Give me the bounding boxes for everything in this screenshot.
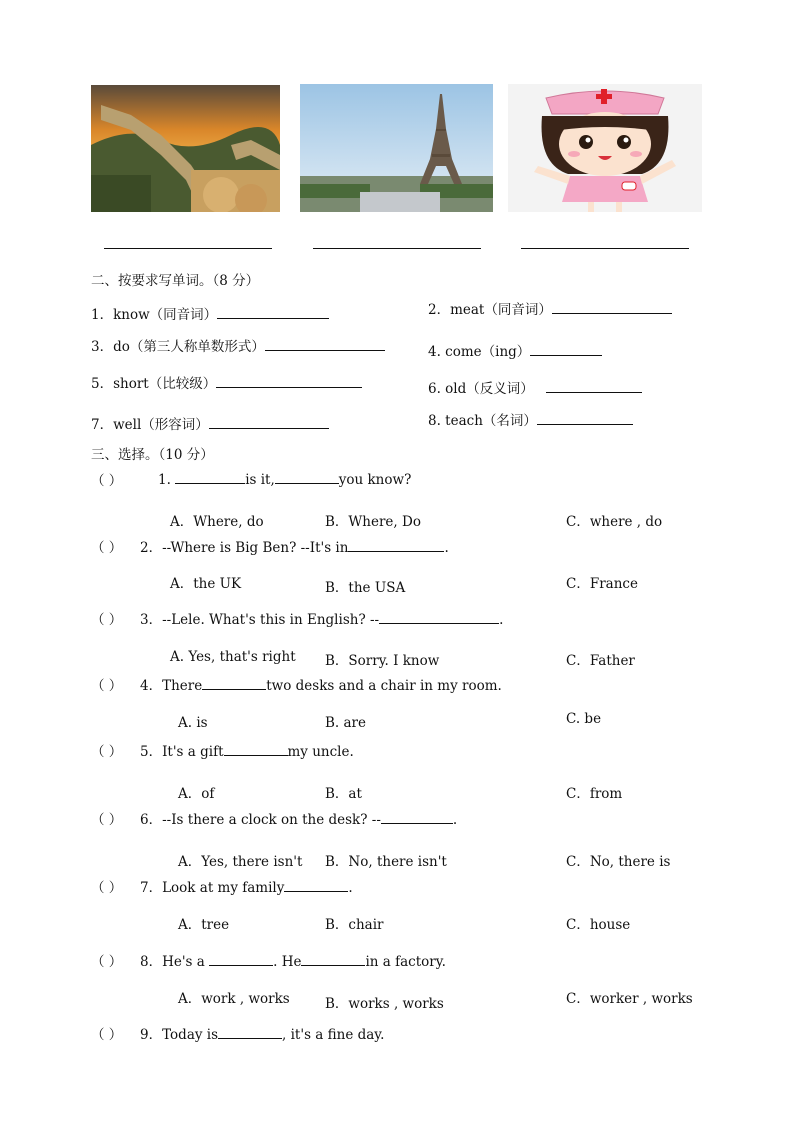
q9-stem bbox=[140, 1023, 384, 1043]
s2-item-4 bbox=[428, 340, 602, 360]
q7-blank[interactable] bbox=[284, 877, 348, 892]
q7-num: 7．Look at my family bbox=[140, 880, 285, 896]
s2-item-6-text: 6. old（反义词） bbox=[428, 381, 534, 397]
q8-num: 8．He's a bbox=[140, 954, 210, 970]
eiffel-tower-photo bbox=[300, 84, 493, 212]
q2-option-b[interactable]: B．the USA bbox=[325, 580, 406, 596]
q2-end: . bbox=[444, 540, 449, 556]
q7-end: . bbox=[348, 880, 353, 896]
s2-item-1 bbox=[91, 303, 329, 323]
s2-blank-6[interactable] bbox=[546, 378, 642, 393]
q4-stem bbox=[140, 674, 502, 694]
q8-text-b: . He bbox=[273, 954, 302, 970]
q5-option-b[interactable]: B．at bbox=[325, 786, 362, 802]
q5-paren[interactable]: （ ） bbox=[91, 744, 123, 760]
nurse-cartoon bbox=[508, 84, 702, 212]
q8-stem bbox=[140, 950, 446, 970]
s2-item-2 bbox=[428, 298, 672, 318]
q3-blank[interactable] bbox=[379, 609, 499, 624]
q8-blank-1[interactable] bbox=[209, 951, 273, 966]
s2-item-3 bbox=[91, 335, 385, 355]
q6-num: 6．--Is there a clock on the desk? -- bbox=[140, 812, 381, 828]
q4-option-a[interactable]: A. is bbox=[178, 715, 208, 731]
s2-item-8-text: 8. teach（名词） bbox=[428, 413, 537, 429]
q7-option-c[interactable]: C．house bbox=[566, 917, 631, 933]
q6-end: . bbox=[452, 812, 458, 828]
s2-blank-1[interactable] bbox=[217, 304, 329, 319]
q9-paren[interactable]: （ ） bbox=[91, 1027, 123, 1043]
s2-blank-2[interactable] bbox=[552, 299, 672, 314]
q9-text-b: , it's a fine day. bbox=[282, 1027, 385, 1043]
s2-blank-8[interactable] bbox=[537, 410, 633, 425]
q1-num: 1. bbox=[158, 472, 171, 488]
q5-stem bbox=[140, 740, 354, 760]
s2-item-2-text: 2．meat（同音词） bbox=[428, 302, 552, 318]
q6-blank[interactable] bbox=[381, 809, 453, 824]
q4-text-b: two desks and a chair in my room. bbox=[266, 678, 502, 694]
s2-blank-3[interactable] bbox=[265, 336, 385, 351]
q5-option-c[interactable]: C．from bbox=[566, 786, 623, 802]
q6-stem bbox=[140, 808, 457, 828]
answer-line-3[interactable] bbox=[521, 248, 689, 249]
q7-stem bbox=[140, 876, 353, 896]
s2-item-4-text: 4. come（ing） bbox=[428, 344, 531, 360]
q2-option-c[interactable]: C．France bbox=[566, 576, 638, 592]
s2-item-6 bbox=[428, 377, 642, 397]
q2-blank[interactable] bbox=[348, 537, 444, 552]
s2-item-8 bbox=[428, 409, 633, 429]
q1-option-c[interactable]: C．where , do bbox=[566, 514, 663, 530]
answer-line-2[interactable] bbox=[313, 248, 481, 249]
q8-blank-2[interactable] bbox=[301, 951, 365, 966]
q1-option-b[interactable]: B．Where, Do bbox=[325, 514, 421, 530]
q2-paren[interactable]: （ ） bbox=[91, 540, 123, 556]
s2-item-5-text: 5．short（比较级） bbox=[91, 376, 217, 392]
s2-item-3-text: 3．do（第三人称单数形式） bbox=[91, 339, 265, 355]
q9-num: 9．Today is bbox=[140, 1027, 219, 1043]
q7-option-a[interactable]: A．tree bbox=[178, 917, 230, 933]
q1-option-a[interactable]: A．Where, do bbox=[170, 514, 264, 530]
s2-blank-4[interactable] bbox=[530, 341, 602, 356]
q3-stem bbox=[140, 608, 503, 628]
s2-blank-5[interactable] bbox=[216, 373, 362, 388]
s2-item-7-text: 7．well（形容词） bbox=[91, 417, 209, 433]
q9-blank[interactable] bbox=[218, 1024, 282, 1039]
s2-item-5 bbox=[91, 372, 362, 392]
q3-option-a[interactable]: A. Yes, that's right bbox=[170, 649, 296, 665]
q8-option-a[interactable]: A．work , works bbox=[178, 991, 290, 1007]
q6-option-a[interactable]: A．Yes, there isn't bbox=[178, 854, 303, 870]
q1-text-a: is it, bbox=[245, 472, 275, 488]
s2-item-1-text: 1．know（同音词） bbox=[91, 307, 218, 323]
q3-num: 3．--Lele. What's this in English? -- bbox=[140, 612, 380, 628]
q2-option-a[interactable]: A．the UK bbox=[170, 576, 242, 592]
q1-blank-2[interactable] bbox=[275, 469, 339, 484]
q1-blank-1[interactable] bbox=[175, 469, 245, 484]
q6-paren[interactable]: （ ） bbox=[91, 812, 123, 828]
q5-num: 5．It's a gift bbox=[140, 744, 224, 760]
q4-option-b[interactable]: B. are bbox=[325, 715, 366, 731]
section2-title: 二、按要求写单词。（8 分） bbox=[91, 273, 260, 289]
q3-option-c[interactable]: C．Father bbox=[566, 653, 635, 669]
q3-end: . bbox=[499, 612, 504, 628]
q4-num: 4．There bbox=[140, 678, 203, 694]
q7-option-b[interactable]: B．chair bbox=[325, 917, 384, 933]
q8-paren[interactable]: （ ） bbox=[91, 954, 123, 970]
q2-stem bbox=[140, 536, 449, 556]
q1-stem bbox=[158, 469, 411, 488]
q6-option-c[interactable]: C．No, there is bbox=[566, 854, 671, 870]
section3-title: 三、选择。（10 分） bbox=[91, 447, 214, 463]
s2-item-7 bbox=[91, 413, 329, 433]
q4-option-c[interactable]: C. be bbox=[566, 711, 602, 727]
s2-blank-7[interactable] bbox=[209, 414, 329, 429]
q5-option-a[interactable]: A．of bbox=[178, 786, 215, 802]
q2-num: 2．--Where is Big Ben? --It's in bbox=[140, 540, 349, 556]
q4-blank[interactable] bbox=[202, 675, 266, 690]
great-wall-photo bbox=[91, 85, 280, 212]
q8-option-b[interactable]: B．works , works bbox=[325, 996, 444, 1012]
q5-text-b: my uncle. bbox=[287, 744, 354, 760]
answer-line-1[interactable] bbox=[104, 248, 272, 249]
q3-paren[interactable]: （ ） bbox=[91, 612, 123, 628]
q5-blank[interactable] bbox=[224, 741, 288, 756]
q1-text-b: you know? bbox=[338, 472, 412, 488]
q8-option-c[interactable]: C．worker , works bbox=[566, 991, 693, 1007]
q3-option-b[interactable]: B．Sorry. I know bbox=[325, 653, 440, 669]
q4-paren[interactable]: （ ） bbox=[91, 678, 123, 694]
q8-text-c: in a factory. bbox=[365, 954, 446, 970]
q6-option-b[interactable]: B．No, there isn't bbox=[325, 854, 447, 870]
q1-paren[interactable]: （ ） bbox=[91, 473, 123, 489]
q7-paren[interactable]: （ ） bbox=[91, 880, 123, 896]
